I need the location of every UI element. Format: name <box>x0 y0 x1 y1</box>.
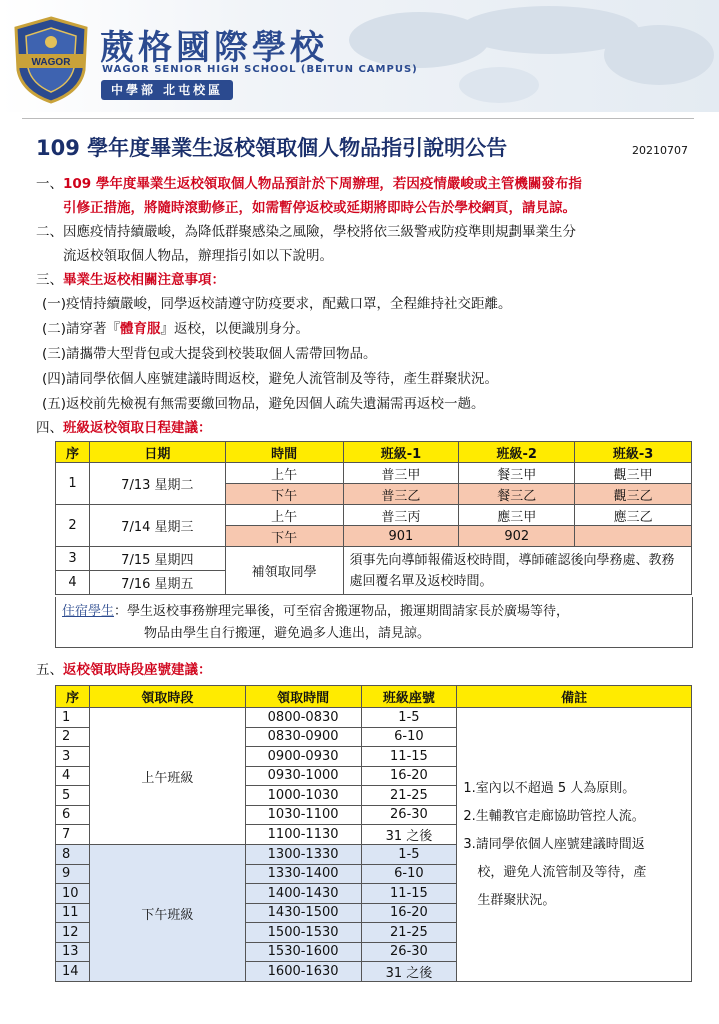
slot-time: 1030-1100 <box>245 805 361 825</box>
paragraph-2-line-1: 二、因應疫情持續嚴峻，為降低群聚感染之風險，學校將依三級警戒防疫準則規劃畢業生分 <box>36 224 576 240</box>
slot-no: 11 <box>56 903 90 923</box>
slots-header: 班級座號 <box>361 686 457 708</box>
schedule-makeup-note: 須事先向導師報備返校時間，導師確認後向學務處、教務處回覆名單及返校時間。 <box>343 547 691 595</box>
slot-seat-range: 1-5 <box>361 708 457 728</box>
slots-header: 備註 <box>457 686 692 708</box>
svg-text:WAGOR: WAGOR <box>31 57 71 68</box>
slot-time: 0800-0830 <box>245 708 361 728</box>
slot-time: 1500-1530 <box>245 923 361 943</box>
notice-item-2 <box>42 317 309 341</box>
slot-no: 3 <box>56 747 90 767</box>
slot-seat-range: 1-5 <box>361 845 457 865</box>
notice-item-2-text: (二)請穿著『 <box>42 321 121 337</box>
notice-item-3: (三)請攜帶大型背包或大提袋到校裝取個人需帶回物品。 <box>42 346 377 362</box>
slot-time: 1430-1500 <box>245 903 361 923</box>
schedule-header: 日期 <box>89 442 225 463</box>
slot-seat-range: 26-30 <box>361 805 457 825</box>
slots-remarks <box>457 708 692 982</box>
slot-seat-range: 21-25 <box>361 786 457 806</box>
schedule-time: 下午 <box>225 484 343 505</box>
section-5-title: 返校領取時段座號建議： <box>63 662 212 678</box>
slot-time: 0830-0900 <box>245 727 361 747</box>
slot-time: 1330-1400 <box>245 864 361 884</box>
remark-line: 3.請同學依個人座號建議時間返 <box>463 836 645 852</box>
notice-item-1: (一)疫情持續嚴峻，同學返校請遵守防疫要求，配戴口罩，全程維持社交距離。 <box>42 296 512 312</box>
schedule-class: 餐三甲 <box>459 463 575 484</box>
document-title: 109 學年度畢業生返校領取個人物品指引說明公告 <box>36 136 508 160</box>
section-3-title: 畢業生返校相關注意事項： <box>63 272 225 288</box>
school-name: 葳格國際學校 <box>100 28 328 68</box>
slot-no: 12 <box>56 923 90 943</box>
slot-seat-range: 16-20 <box>361 903 457 923</box>
school-english-name: WAGOR SENIOR HIGH SCHOOL (BEITUN CAMPUS) <box>102 64 418 75</box>
slot-period-am: 上午班級 <box>89 708 245 845</box>
section-5-heading <box>36 658 212 682</box>
paragraph-1-text: 109 學年度畢業生返校領取個人物品預計於下周辦理，若因疫情嚴峻或主管機關發布指 <box>63 176 582 192</box>
slot-time: 0930-1000 <box>245 766 361 786</box>
remark-line: 1.室內以不超過 5 人為原則。 <box>463 780 636 796</box>
schedule-header: 時間 <box>225 442 343 463</box>
slot-no: 1 <box>56 708 90 728</box>
slots-header: 領取時段 <box>89 686 245 708</box>
schedule-time: 上午 <box>225 463 343 484</box>
schedule-class <box>575 526 692 547</box>
paragraph-1-prefix: 一、 <box>36 176 63 192</box>
page-header <box>0 0 719 112</box>
schedule-time: 下午 <box>225 526 343 547</box>
paragraph-2-line-2: 流返校領取個人物品，辦理指引如以下說明。 <box>63 248 333 264</box>
slot-no: 10 <box>56 884 90 904</box>
slot-time: 1600-1630 <box>245 962 361 982</box>
remark-line: 生群聚狀況。 <box>477 892 556 908</box>
slot-seat-range: 11-15 <box>361 747 457 767</box>
slot-time: 0900-0930 <box>245 747 361 767</box>
schedule-makeup: 補領取同學 <box>225 547 343 595</box>
schedule-class: 901 <box>343 526 459 547</box>
schedule-class: 觀三甲 <box>575 463 692 484</box>
schedule-header: 班級-1 <box>343 442 459 463</box>
schedule-header-row <box>56 442 692 463</box>
school-crest-icon <box>8 14 94 106</box>
notice-item-4: (四)請同學依個人座號建議時間返校，避免人流管制及等待，產生群聚狀況。 <box>42 371 499 387</box>
slot-seat-range: 16-20 <box>361 766 457 786</box>
slot-seat-range: 6-10 <box>361 864 457 884</box>
table-row <box>56 708 692 728</box>
schedule-class: 應三乙 <box>575 505 692 526</box>
dorm-students-label: 住宿學生 <box>62 604 115 619</box>
slot-no: 8 <box>56 845 90 865</box>
slot-seat-range: 31 之後 <box>361 962 457 982</box>
slot-no: 14 <box>56 962 90 982</box>
schedule-class: 普三丙 <box>343 505 459 526</box>
slot-no: 9 <box>56 864 90 884</box>
section-4-prefix: 四、 <box>36 420 63 436</box>
paragraph-1-line-2: 引修正措施，將隨時滾動修正，如需暫停返校或延期將即時公告於學校網頁，請見諒。 <box>63 200 576 216</box>
slot-no: 6 <box>56 805 90 825</box>
paragraph-1-line-1 <box>36 172 582 196</box>
slot-time: 1100-1130 <box>245 825 361 845</box>
slot-time: 1530-1600 <box>245 942 361 962</box>
slot-no: 2 <box>56 727 90 747</box>
schedule-class: 應三甲 <box>459 505 575 526</box>
notice-item-2-tail: 』返校，以便識別身分。 <box>160 321 310 337</box>
schedule-no: 2 <box>56 505 90 547</box>
schedule-no: 4 <box>56 571 90 595</box>
slot-seat-range: 26-30 <box>361 942 457 962</box>
schedule-table <box>55 441 692 595</box>
campus-badge: 中學部 北屯校區 <box>101 80 233 100</box>
slot-no: 5 <box>56 786 90 806</box>
slot-time: 1000-1030 <box>245 786 361 806</box>
schedule-class: 餐三乙 <box>459 484 575 505</box>
remark-line: 校，避免人流管制及等待，產 <box>477 864 647 880</box>
section-3-prefix: 三、 <box>36 272 63 288</box>
table-row <box>56 505 692 526</box>
schedule-date: 7/13 星期二 <box>89 463 225 505</box>
schedule-date: 7/16 星期五 <box>89 571 225 595</box>
schedule-header: 班級-2 <box>459 442 575 463</box>
schedule-no: 1 <box>56 463 90 505</box>
schedule-date: 7/15 星期四 <box>89 547 225 571</box>
slot-time: 1300-1330 <box>245 845 361 865</box>
slots-table <box>55 685 692 982</box>
dorm-note-text: ：學生返校事務辦理完畢後，可至宿舍搬運物品，搬運期間請家長於廣場等待， <box>114 604 570 619</box>
remark-line: 2.生輔教官走廊協助管控人流。 <box>463 808 645 824</box>
section-3-heading <box>36 268 225 292</box>
slot-seat-range: 6-10 <box>361 727 457 747</box>
notice-item-2-highlight: 體育服 <box>120 321 161 337</box>
world-map-decoration <box>299 0 719 112</box>
schedule-class: 902 <box>459 526 575 547</box>
slot-no: 7 <box>56 825 90 845</box>
slots-header-row <box>56 686 692 708</box>
slot-seat-range: 11-15 <box>361 884 457 904</box>
table-row <box>56 463 692 484</box>
slots-header: 序 <box>56 686 90 708</box>
schedule-header: 班級-3 <box>575 442 692 463</box>
slot-seat-range: 21-25 <box>361 923 457 943</box>
schedule-header: 序 <box>56 442 90 463</box>
slots-header: 領取時間 <box>245 686 361 708</box>
slot-seat-range: 31 之後 <box>361 825 457 845</box>
document-date: 20210707 <box>632 144 688 157</box>
slot-no: 13 <box>56 942 90 962</box>
schedule-date: 7/14 星期三 <box>89 505 225 547</box>
schedule-class: 普三乙 <box>343 484 459 505</box>
schedule-no: 3 <box>56 547 90 571</box>
notice-item-5: (五)返校前先檢視有無需要繳回物品，避免因個人疏失遺漏需再返校一趟。 <box>42 396 485 412</box>
table-row <box>56 547 692 571</box>
section-5-prefix: 五、 <box>36 662 63 678</box>
slot-time: 1400-1430 <box>245 884 361 904</box>
schedule-class: 觀三乙 <box>575 484 692 505</box>
dorm-note-line-2: 物品由學生自行搬運，避免過多人進出，請見諒。 <box>144 626 431 641</box>
schedule-time: 上午 <box>225 505 343 526</box>
schedule-class: 普三甲 <box>343 463 459 484</box>
slot-no: 4 <box>56 766 90 786</box>
slot-period-pm: 下午班級 <box>89 845 245 982</box>
section-4-heading <box>36 416 212 440</box>
header-divider <box>22 118 694 119</box>
dorm-note-line-1 <box>62 601 569 623</box>
section-4-title: 班級返校領取日程建議： <box>63 420 212 436</box>
